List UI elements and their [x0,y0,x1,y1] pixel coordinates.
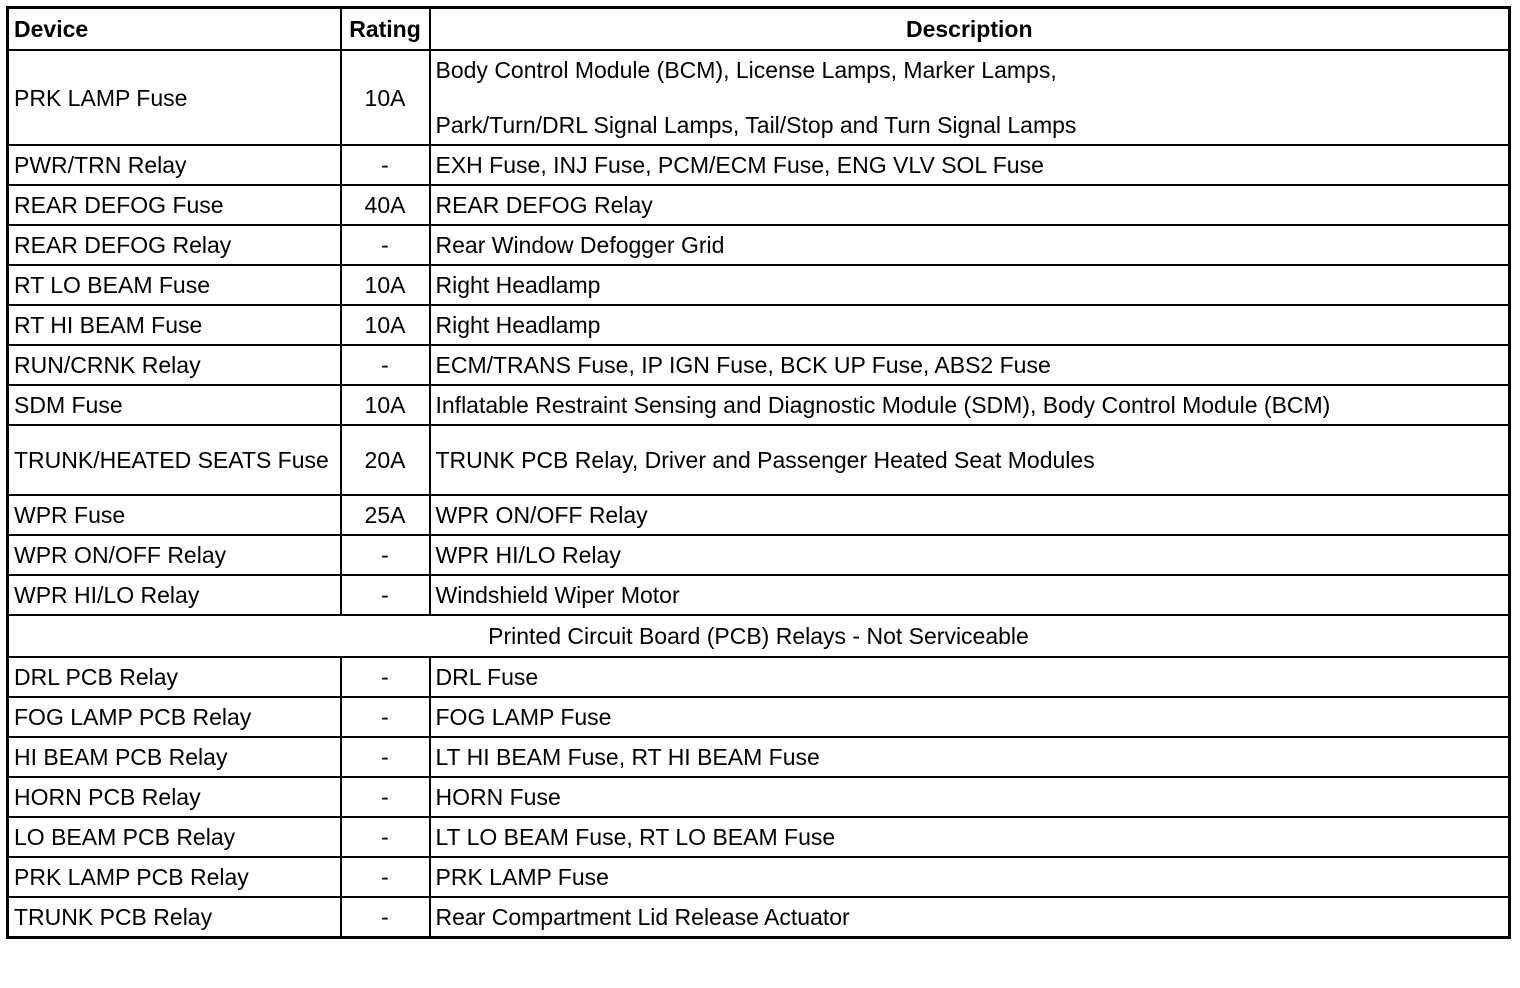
table-row [8,495,1510,535]
description-cell: REAR DEFOG Relay [430,185,1510,225]
device-cell: SDM Fuse [8,385,341,425]
description-cell: Right Headlamp [430,305,1510,345]
table-row [8,50,1510,145]
table-row [8,857,1510,897]
description-cell: LT LO BEAM Fuse, RT LO BEAM Fuse [430,817,1510,857]
device-cell: RT HI BEAM Fuse [8,305,341,345]
rating-cell: - [341,697,430,737]
rating-cell: - [341,737,430,777]
device-cell: HI BEAM PCB Relay [8,737,341,777]
section-title: Printed Circuit Board (PCB) Relays - Not Serviceable [8,615,1510,657]
rating-cell: - [341,225,430,265]
description-cell: PRK LAMP Fuse [430,857,1510,897]
description-cell: HORN Fuse [430,777,1510,817]
fuse-relay-table [6,6,1511,939]
description-line: Body Control Module (BCM), License Lamps, Marker Lamps, [435,57,1057,83]
table-row [8,575,1510,615]
table-row [8,425,1510,495]
description-cell: ECM/TRANS Fuse, IP IGN Fuse, BCK UP Fuse, ABS2 Fuse [430,345,1510,385]
rating-cell: - [341,535,430,575]
device-cell: WPR HI/LO Relay [8,575,341,615]
table-row [8,737,1510,777]
rating-cell: 10A [341,385,430,425]
rating-cell: - [341,817,430,857]
rating-cell: 10A [341,305,430,345]
device-cell: PRK LAMP Fuse [8,50,341,145]
description-cell: Right Headlamp [430,265,1510,305]
table-row [8,657,1510,697]
table-row [8,145,1510,185]
rating-cell: - [341,575,430,615]
header-rating: Rating [341,8,430,51]
description-cell: WPR ON/OFF Relay [430,495,1510,535]
rating-cell: - [341,345,430,385]
device-cell: WPR ON/OFF Relay [8,535,341,575]
device-cell: DRL PCB Relay [8,657,341,697]
device-cell: RT LO BEAM Fuse [8,265,341,305]
rating-cell: 10A [341,50,430,145]
rating-cell: 25A [341,495,430,535]
table-row [8,817,1510,857]
description-cell: Inflatable Restraint Sensing and Diagnostic Module (SDM), Body Control Module (BCM) [430,385,1510,425]
section-row [8,615,1510,657]
device-cell: PWR/TRN Relay [8,145,341,185]
table-row [8,385,1510,425]
device-cell: REAR DEFOG Fuse [8,185,341,225]
rating-cell: - [341,145,430,185]
table-row [8,777,1510,817]
table-row [8,305,1510,345]
description-cell: LT HI BEAM Fuse, RT HI BEAM Fuse [430,737,1510,777]
rating-cell: - [341,897,430,937]
description-cell: Windshield Wiper Motor [430,575,1510,615]
description-cell: FOG LAMP Fuse [430,697,1510,737]
description-line: Park/Turn/DRL Signal Lamps, Tail/Stop and Turn Signal Lamps [435,112,1077,138]
table-header-row [8,8,1510,51]
description-cell: WPR HI/LO Relay [430,535,1510,575]
rating-cell: 10A [341,265,430,305]
device-cell: LO BEAM PCB Relay [8,817,341,857]
description-cell: Rear Window Defogger Grid [430,225,1510,265]
description-cell: TRUNK PCB Relay, Driver and Passenger Heated Seat Modules [430,425,1510,495]
table-row [8,345,1510,385]
description-cell [430,50,1510,145]
rating-cell: 40A [341,185,430,225]
device-cell: RUN/CRNK Relay [8,345,341,385]
device-cell: FOG LAMP PCB Relay [8,697,341,737]
rating-cell: 20A [341,425,430,495]
table-row [8,897,1510,937]
device-cell: TRUNK/HEATED SEATS Fuse [8,425,341,495]
device-cell: HORN PCB Relay [8,777,341,817]
table-row [8,697,1510,737]
rating-cell: - [341,857,430,897]
device-cell: WPR Fuse [8,495,341,535]
rating-cell: - [341,657,430,697]
rating-cell: - [341,777,430,817]
header-description: Description [430,8,1510,51]
description-cell: EXH Fuse, INJ Fuse, PCM/ECM Fuse, ENG VLV SOL Fuse [430,145,1510,185]
header-device: Device [8,8,341,51]
device-cell: REAR DEFOG Relay [8,225,341,265]
table-row [8,265,1510,305]
description-cell: DRL Fuse [430,657,1510,697]
table-row [8,535,1510,575]
device-cell: TRUNK PCB Relay [8,897,341,937]
table-row [8,225,1510,265]
description-cell: Rear Compartment Lid Release Actuator [430,897,1510,937]
table-row [8,185,1510,225]
device-cell: PRK LAMP PCB Relay [8,857,341,897]
